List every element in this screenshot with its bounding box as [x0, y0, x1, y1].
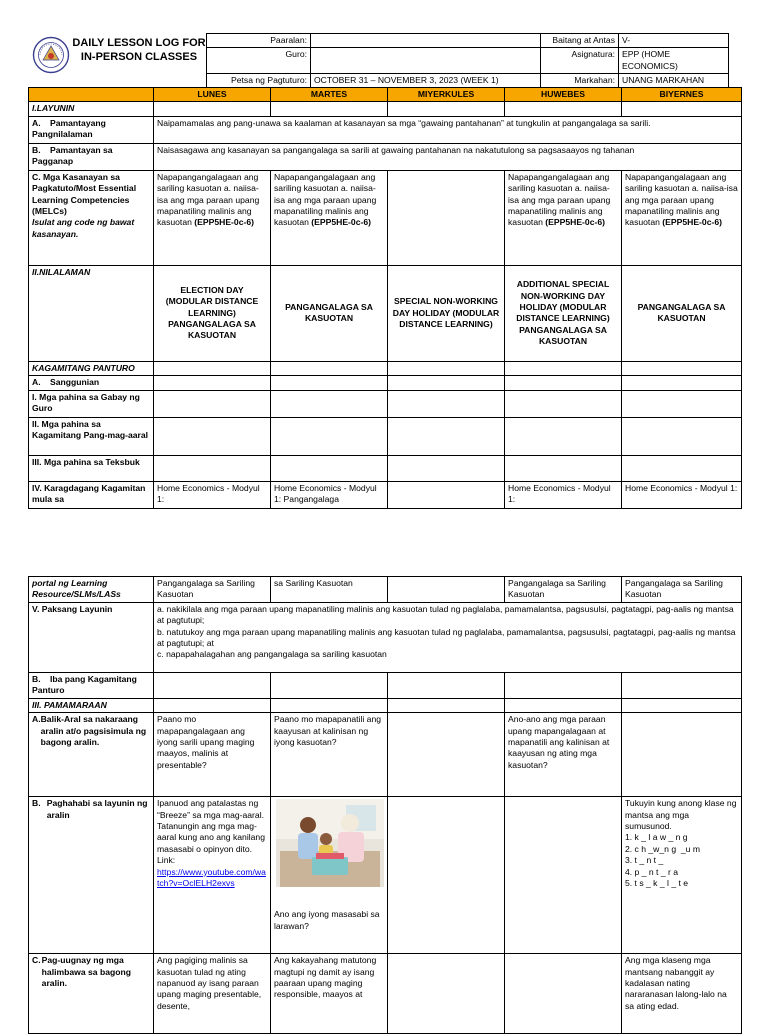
row-label-paghahabi — [29, 797, 154, 954]
row-index: C. — [32, 171, 41, 182]
row-label-melcs — [29, 170, 154, 265]
title-line-2: IN-PERSON CLASSES — [80, 51, 198, 63]
mantsa-item-2: 2. c h _w_n g _u m — [625, 843, 700, 854]
melc-note: Isulat ang code ng bawat kasanayan. — [32, 217, 135, 239]
balik-aral-huwebes: Ano-ano ang mga paraan upang mapangalagaan at mapanatili ang kalinisan at kaayusan ng ating mga kasuotan? — [505, 713, 622, 797]
deped-seal-logo — [32, 36, 70, 74]
pamantayang-pangnilalaman-text: Naipamamalas ang pang-unawa sa kaalaman at kasanayan sa mga “gawaing pantahanan” at tungkulin at pangangalaga sa sarili. — [154, 116, 742, 143]
paksang-layunin-line-b: b. natutukoy ang mga paraan upang mapanatiling malinis ang kasuotan tulad ng paglalaba, pamamalantsa, pagsusulsi, pagtatagpi, pag-aalis ng mantsa at pagtutupi; at — [157, 626, 736, 649]
link-label: Link: — [157, 855, 176, 866]
nilalaman-lunes: ELECTION DAY (MODULAR DISTANCE LEARNING) PANGANGALAGA SA KASUOTAN — [154, 265, 271, 361]
mantsa-item-5: 5. t s _ k _ l _ t e — [625, 878, 689, 889]
pag-uugnay-huwebes — [505, 954, 622, 1034]
row-index: A. — [32, 714, 41, 725]
title-line-1: DAILY LESSON LOG FOR — [72, 37, 206, 49]
row-label-text: Pamantayan sa Pagganap — [32, 144, 113, 167]
row-label-text: Balik-Aral sa nakaraang aralin at/o pagsisimula ng bagong aralin. — [40, 714, 147, 748]
day-header-blank — [29, 88, 154, 102]
day-header-huwebes: HUWEBES — [505, 88, 622, 102]
row-label-karagdagang-kagamitan: IV. Karagdagang Kagamitan mula sa — [29, 481, 154, 508]
baitang-label: Baitang at Antas — [541, 34, 619, 48]
baitang-value: V- — [619, 34, 729, 48]
row-label-pamantayan-sa-pagganap — [29, 143, 154, 170]
row-label-karagdagang-kagamitan-cont: portal ng Learning Resource/SLMs/LASs — [29, 577, 154, 603]
section-nilalaman: II.NILALAMAN — [29, 265, 154, 361]
row-label-sanggunian — [29, 376, 154, 390]
row-label-paksang-layunin: V. Paksang Layunin — [29, 602, 154, 672]
pag-uugnay-martes: Ang kakayahang matutong magtupi ng damit ay isang paaraan upang maging responsible, maayos at — [271, 954, 388, 1034]
balik-aral-martes: Paano mo mapapanatili ang kaayusan at kalinisan ng iyong kasuotan? — [271, 713, 388, 797]
melc-lunes — [154, 170, 271, 265]
row-index: B. — [32, 673, 41, 684]
day-header-lunes: LUNES — [154, 88, 271, 102]
markahan-value: UNANG MARKAHAN — [619, 74, 729, 88]
ref-miyerkules-part2 — [388, 577, 505, 603]
guro-label: Guro: — [207, 48, 311, 74]
paaralan-value — [311, 34, 541, 48]
row-index: A. — [32, 377, 41, 388]
asignatura-label: Asignatura: — [541, 48, 619, 74]
nilalaman-miyerkules: SPECIAL NON-WORKING DAY HOLIDAY (MODULAR DISTANCE LEARNING) — [388, 265, 505, 361]
melc-miyerkules — [388, 170, 505, 265]
nilalaman-biyernes: PANGANGALAGA SA KASUOTAN — [622, 265, 742, 361]
melc-text: Napapangangalagaan ang sariling kasuotan a. naiisa-isa ang mga paraan upang mapanatiling malinis ang kasuotan — [508, 171, 611, 228]
mantsa-item-1: 1. k _ l a w _ n g — [625, 832, 688, 843]
paksang-layunin-line-a: a. nakikilala ang mga paraan upang mapanatiling malinis ang kasuotan tulad ng paglalaba, pamamalantsa, pagsusulsi, pagtatagpi, pag-aalis ng mantsa at pagtutupi; — [157, 603, 734, 626]
melc-code: (EPP5HE-0c-6) — [194, 217, 254, 228]
ref-huwebes-part2: Pangangalaga sa Sariling Kasuotan — [505, 577, 622, 603]
row-label-text: Sanggunian — [50, 377, 100, 388]
pag-uugnay-biyernes: Ang mga klaseng mga mantsang nabanggit ay kadalasan nating nararanasan lalong-lalo na sa ating edad. — [622, 954, 742, 1034]
row-label-pag-uugnay — [29, 954, 154, 1034]
paghahabi-miyerkules — [388, 797, 505, 954]
ref-huwebes-part1: Home Economics - Modyul 1: — [505, 481, 622, 508]
melc-code: (EPP5HE-0c-6) — [545, 217, 605, 228]
row-index: B. — [32, 144, 41, 155]
day-header-martes: MARTES — [271, 88, 388, 102]
melc-text: Napapangangalagaan ang sariling kasuotan a. naiisa-isa ang mga paraan upang mapanatiling malinis ang kasuotan — [157, 171, 260, 228]
nilalaman-huwebes: ADDITIONAL SPECIAL NON-WORKING DAY HOLIDAY (MODULAR DISTANCE LEARNING) PANGANGALAGA SA KASUOTAN — [505, 265, 622, 361]
paksang-layunin-text — [154, 602, 742, 672]
mantsa-item-4: 4. p _ n t _ r a — [625, 866, 679, 877]
petsa-label: Petsa ng Pagtuturo: — [207, 74, 311, 88]
paghahabi-martes-text: Ano ang iyong masasabi sa larawan? — [274, 909, 380, 931]
row-label-iba-pang-kagamitan — [29, 672, 154, 698]
paghahabi-lunes-text: Ipanuod ang patalastas ng “Breeze” sa mga mag-aaral. Tatanungin ang mga mag-aaral kung ano ang kanilang masasabi o opinyon dito. — [157, 798, 265, 854]
row-index: B. — [32, 798, 41, 809]
melc-text: Napapangangalagaan ang sariling kasuotan a. naiisa-isa ang mga paraan upang mapanatiling malinis ang kasuotan — [274, 171, 377, 228]
day-header-biyernes: BIYERNES — [622, 88, 742, 102]
document-title — [72, 36, 206, 64]
row-index: C. — [32, 955, 41, 966]
row-label-text: Iba pang Kagamitang Panturo — [32, 673, 137, 696]
pag-uugnay-miyerkules — [388, 954, 505, 1034]
row-label-text: Paghahabi sa layunin ng aralin — [46, 798, 148, 820]
guro-value — [311, 48, 541, 74]
paksang-layunin-line-c: c. napapahalagahan ang pangangalaga sa sariling kasuotan — [157, 649, 387, 660]
markahan-label: Markahan: — [541, 74, 619, 88]
row-label-gabay-ng-guro: I. Mga pahina sa Gabay ng Guro — [29, 390, 154, 417]
row-label-text: Pag-uugnay ng mga halimbawa sa bagong aralin. — [41, 955, 131, 989]
ref-biyernes-part1: Home Economics - Modyul 1: — [622, 481, 742, 508]
melc-code: (EPP5HE-0c-6) — [662, 217, 722, 228]
ref-lunes-part1: Home Economics - Modyul 1: — [154, 481, 271, 508]
header-info-table — [206, 33, 729, 89]
row-label-text: Mga Kasanayan sa Pagkatuto/Most Essential Learning Competencies (MELCs) — [32, 171, 137, 217]
section-layunin: I.LAYUNIN — [29, 102, 154, 116]
section-kagamitang-panturo: KAGAMITANG PANTURO — [29, 361, 154, 375]
melc-text: Napapangangalagaan ang sariling kasuotan a. naiisa-isa ang mga paraan upang mapanatiling malinis ang kasuotan — [625, 171, 738, 228]
row-label-text: Pamantayang Pangnilalaman — [32, 117, 106, 140]
row-label-kagamitang-mag-aaral: II. Mga pahina sa Kagamitang Pang-mag-aaral — [29, 417, 154, 455]
nilalaman-martes: PANGANGALAGA SA KASUOTAN — [271, 265, 388, 361]
ref-miyerkules-part1 — [388, 481, 505, 508]
section-pamamaraan: III. PAMAMARAAN — [29, 698, 154, 712]
melc-biyernes — [622, 170, 742, 265]
melc-huwebes — [505, 170, 622, 265]
lesson-log-table-part2 — [28, 576, 742, 1034]
melc-label — [32, 172, 136, 216]
pag-uugnay-lunes: Ang pagiging malinis sa kasuotan tulad ng ating napanuod ay isang paraan upang maging presentable, desente, — [154, 954, 271, 1034]
paghahabi-martes — [271, 797, 388, 954]
paghahabi-huwebes — [505, 797, 622, 954]
balik-aral-miyerkules — [388, 713, 505, 797]
pamantayan-sa-pagganap-text: Naisasagawa ang kasanayan sa pangangalaga sa sarili at gawaing pantahanan na nakatutulong sa pagsasaayos ng tahanan — [154, 143, 742, 170]
asignatura-value: EPP (HOME ECONOMICS) — [619, 48, 729, 74]
balik-aral-biyernes — [622, 713, 742, 797]
mantsa-item-3: 3. t _ n t _ — [625, 855, 664, 866]
ref-lunes-part2: Pangangalaga sa Sariling Kasuotan — [154, 577, 271, 603]
paaralan-label: Paaralan: — [207, 34, 311, 48]
ref-biyernes-part2: Pangangalaga sa Sariling Kasuotan — [622, 577, 742, 603]
row-label-teksbuk: III. Mga pahina sa Teksbuk — [29, 455, 154, 481]
youtube-link[interactable]: https://www.youtube.com/watch?v=OclELH2exvs — [157, 866, 266, 889]
paghahabi-lunes — [154, 797, 271, 954]
paghahabi-biyernes — [622, 797, 742, 954]
lesson-log-table-part1 — [28, 87, 742, 509]
paghahabi-biyernes-intro: Tukuyin kung anong klase ng mantsa ang mga sumusunod. — [625, 798, 737, 832]
ref-martes-part1: Home Economics - Modyul 1: Pangangalaga — [271, 481, 388, 508]
melc-code: (EPP5HE-0c-6) — [311, 217, 371, 228]
family-laundry-photo — [276, 799, 384, 887]
row-label-pamantayang-pangnilalaman — [29, 116, 154, 143]
petsa-value: OCTOBER 31 – NOVEMBER 3, 2023 (WEEK 1) — [311, 74, 541, 88]
row-label-balik-aral — [29, 713, 154, 797]
day-header-miyerkules: MIYERKULES — [388, 88, 505, 102]
melc-martes — [271, 170, 388, 265]
row-index: A. — [32, 117, 41, 128]
ref-martes-part2: sa Sariling Kasuotan — [271, 577, 388, 603]
balik-aral-lunes: Paano mo mapapangalagaan ang iyong sarili upang maging maayos, malinis at presentable? — [154, 713, 271, 797]
